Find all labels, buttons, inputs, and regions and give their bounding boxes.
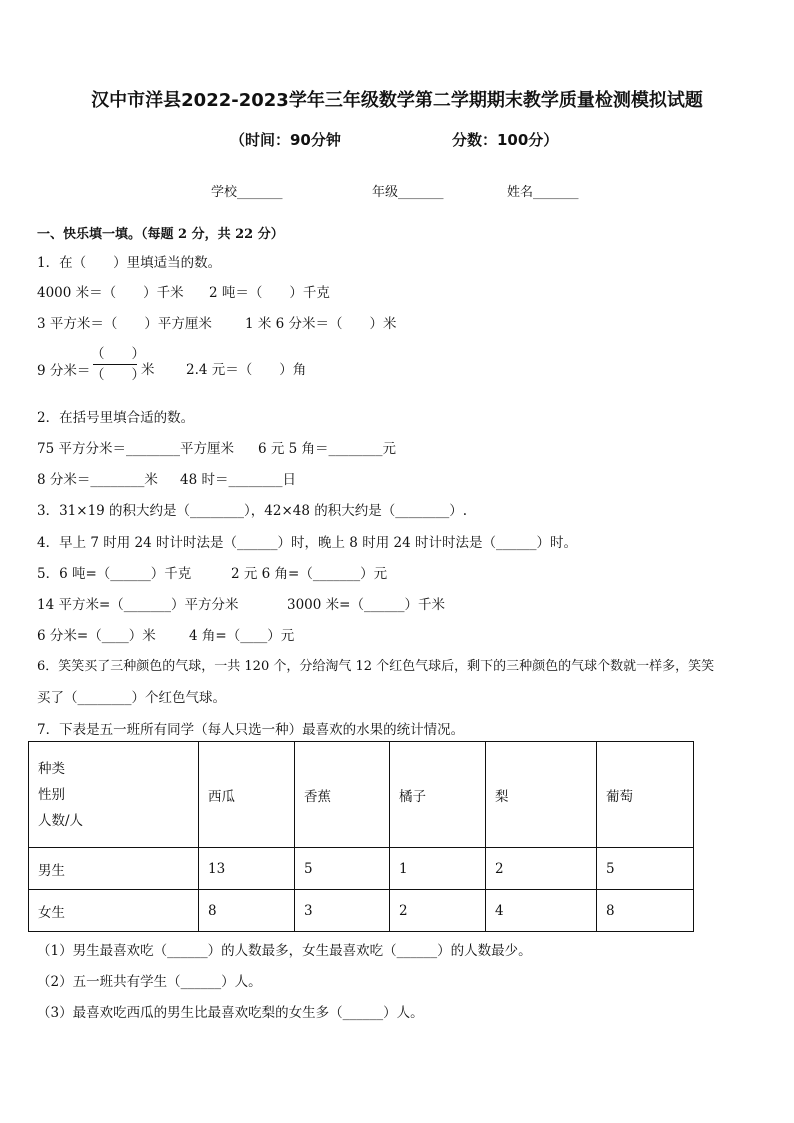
page-title: 汉中市洋县2022-2023学年三年级数学第二学期期末教学质量检测模拟试题 [91, 90, 703, 111]
q1-line1b: 2 吨＝（ ）千克 [209, 285, 330, 301]
row-label: 女生 [29, 890, 199, 932]
q6-line2: 买了（________）个红色气球。 [37, 690, 226, 706]
q7-sub3: （3）最喜欢吃西瓜的男生比最喜欢吃梨的女生多（______）人。 [37, 1005, 424, 1021]
corner-label-category: 种类 [38, 760, 65, 777]
fruit-stats-table [28, 741, 694, 932]
q7-stem: 7．下表是五一班所有同学（每人只选一种）最喜欢的水果的统计情况。 [37, 722, 465, 738]
table-corner-header [29, 742, 199, 848]
table-cell: 8 [199, 890, 295, 932]
q5-line3a: 6 分米=（____）米 [37, 628, 156, 644]
name-field: 姓名_______ [507, 185, 579, 200]
section-heading: 一、快乐填一填。（每题 2 分，共 22 分） [37, 227, 284, 242]
grade-field: 年级_______ [372, 185, 444, 200]
q1-line2a: 3 平方米＝（ ）平方厘米 [37, 316, 212, 332]
table-cell: 2 [486, 848, 597, 890]
q2-line1b: 6 元 5 角＝________元 [258, 441, 397, 457]
column-header: 梨 [486, 742, 597, 848]
column-header: 葡萄 [597, 742, 694, 848]
q2-line2b: 48 时＝________日 [180, 472, 296, 488]
q1-line1a: 4000 米＝（ ）千米 [37, 285, 184, 301]
table-cell: 4 [486, 890, 597, 932]
column-header: 香蕉 [295, 742, 390, 848]
fraction-denominator: （ ） [91, 367, 145, 383]
q2-line1a: 75 平方分米＝________平方厘米 [37, 441, 234, 457]
table-cell: 5 [597, 848, 694, 890]
table-cell: 3 [295, 890, 390, 932]
row-label: 男生 [29, 848, 199, 890]
table-cell: 8 [597, 890, 694, 932]
fraction-bar [93, 364, 137, 365]
q1-line2b: 1 米 6 分米＝（ ）米 [245, 316, 397, 332]
q2-line2a: 8 分米＝________米 [37, 472, 158, 488]
q6-line1: 6．笑笑买了三种颜色的气球，一共 120 个，分给淘气 12 个红色气球后，剩下的三种颜色的气球个数就一样多，笑笑 [37, 659, 715, 674]
table-cell: 5 [295, 848, 390, 890]
table-cell: 1 [390, 848, 486, 890]
q1-line3-prefix: 9 分米＝ [37, 363, 91, 379]
q5-line1a: 5．6 吨=（______）千克 [37, 566, 192, 582]
q5-line2a: 14 平方米=（_______）平方分米 [37, 597, 239, 613]
corner-label-count: 人数/人 [38, 812, 84, 829]
q7-sub2: （2）五一班共有学生（______）人。 [37, 974, 262, 990]
q4: 4．早上 7 时用 24 时计时法是（______）时，晚上 8 时用 24 时计时法是（______）时。 [37, 535, 577, 551]
q1-line3-unit: 米 [141, 362, 155, 378]
q5-line2b: 3000 米=（______）千米 [287, 597, 445, 613]
q2-stem: 2．在括号里填合适的数。 [37, 410, 195, 426]
table-row [29, 848, 694, 890]
q5-line3b: 4 角=（____）元 [189, 628, 295, 644]
total-score: 分数：100分） [452, 131, 559, 149]
corner-label-gender: 性别 [38, 786, 65, 803]
q3: 3．31×19 的积大约是（________），42×48 的积大约是（________）. [37, 503, 468, 519]
q7-sub1: （1）男生最喜欢吃（______）的人数最多，女生最喜欢吃（______）的人数最少。 [37, 943, 532, 959]
column-header: 西瓜 [199, 742, 295, 848]
column-header: 橘子 [390, 742, 486, 848]
table-cell: 2 [390, 890, 486, 932]
time-limit: （时间：90分钟 [230, 131, 341, 149]
q1-line3b: 2.4 元＝（ ）角 [186, 362, 307, 378]
q1-stem: 1．在（ ）里填适当的数。 [37, 255, 222, 271]
fraction-numerator: （ ） [91, 346, 145, 362]
school-field: 学校_______ [211, 185, 283, 200]
table-header-row [29, 742, 694, 848]
q1-fraction [91, 345, 145, 384]
table-cell: 13 [199, 848, 295, 890]
q5-line1b: 2 元 6 角=（_______）元 [231, 566, 388, 582]
table-row [29, 890, 694, 932]
